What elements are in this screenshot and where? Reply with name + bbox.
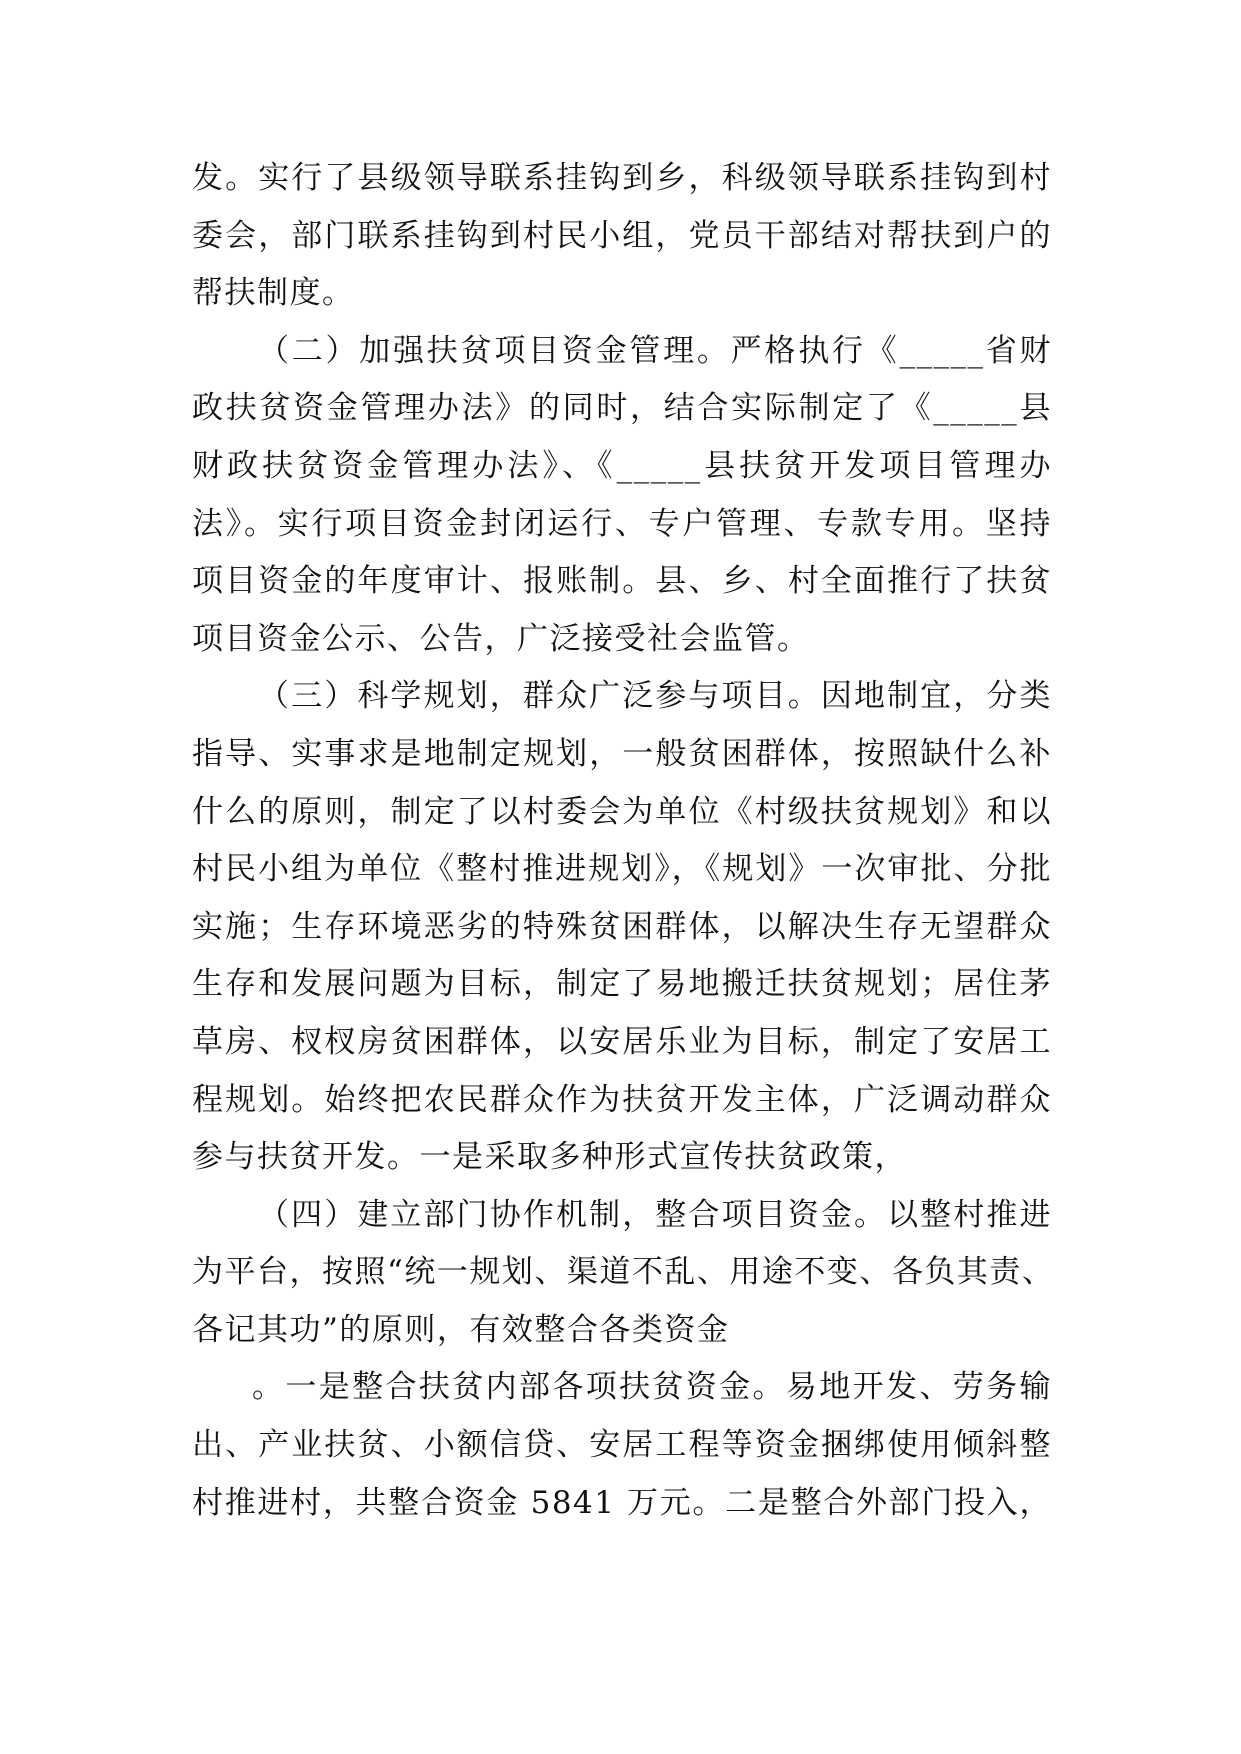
text-line: 生存和发展问题为目标，制定了易地搬迁扶贫规划；居住茅 bbox=[192, 966, 1052, 1003]
text-line: 各记其功”的原则，有效整合各类资金 bbox=[192, 1311, 730, 1348]
document-body bbox=[192, 150, 1055, 1532]
section-heading-line: （四）建立部门协作机制，整合项目资金。以整村推进 bbox=[258, 1196, 1052, 1233]
section-heading-line: （二）加强扶贫项目资金管理。严格执行《_____省财 bbox=[258, 332, 1052, 369]
text-line: 项目资金的年度审计、报账制。县、乡、村全面推行了扶贫 bbox=[192, 563, 1052, 600]
text-line: 项目资金公示、公告，广泛接受社会监管。 bbox=[192, 620, 810, 657]
text-line: 帮扶制度。 bbox=[192, 275, 355, 312]
text-line: 村推进村，共整合资金 5841 万元。二是整合外部门投入， bbox=[192, 1484, 1052, 1521]
text-line: 出、产业扶贫、小额信贷、安居工程等资金捆绑使用倾斜整 bbox=[192, 1427, 1052, 1464]
text-line: 程规划。始终把农民群众作为扶贫开发主体，广泛调动群众 bbox=[192, 1081, 1052, 1118]
text-line: 村民小组为单位《整村推进规划》，《规划》一次审批、分批 bbox=[192, 851, 1052, 888]
text-line: 委会，部门联系挂钩到村民小组，党员干部结对帮扶到户的 bbox=[192, 217, 1052, 254]
text-line: 什么的原则，制定了以村委会为单位《村级扶贫规划》和以 bbox=[192, 793, 1052, 830]
text-line: 政扶贫资金管理办法》的同时，结合实际制定了《_____县 bbox=[192, 390, 1052, 427]
text-line: 。一是整合扶贫内部各项扶贫资金。易地开发、劳务输 bbox=[252, 1369, 1052, 1406]
section-heading-line: （三）科学规划，群众广泛参与项目。因地制宜，分类 bbox=[258, 678, 1052, 715]
text-line: 为平台，按照“统一规划、渠道不乱、用途不变、各负其责、 bbox=[192, 1254, 1055, 1291]
text-line: 草房、杈杈房贫困群体，以安居乐业为目标，制定了安居工 bbox=[192, 1023, 1052, 1060]
text-line: 实施；生存环境恶劣的特殊贫困群体，以解决生存无望群众 bbox=[192, 908, 1052, 945]
text-line: 参与扶贫开发。一是采取多种形式宣传扶贫政策， bbox=[192, 1139, 907, 1176]
text-line: 法》。实行项目资金封闭运行、专户管理、专款专用。坚持 bbox=[192, 505, 1052, 542]
text-line: 财政扶贫资金管理办法》、《_____县扶贫开发项目管理办 bbox=[192, 447, 1052, 484]
text-line: 发。实行了县级领导联系挂钩到乡，科级领导联系挂钩到村 bbox=[192, 160, 1052, 196]
text-line: 指导、实事求是地制定规划，一般贫困群体，按照缺什么补 bbox=[192, 735, 1052, 772]
